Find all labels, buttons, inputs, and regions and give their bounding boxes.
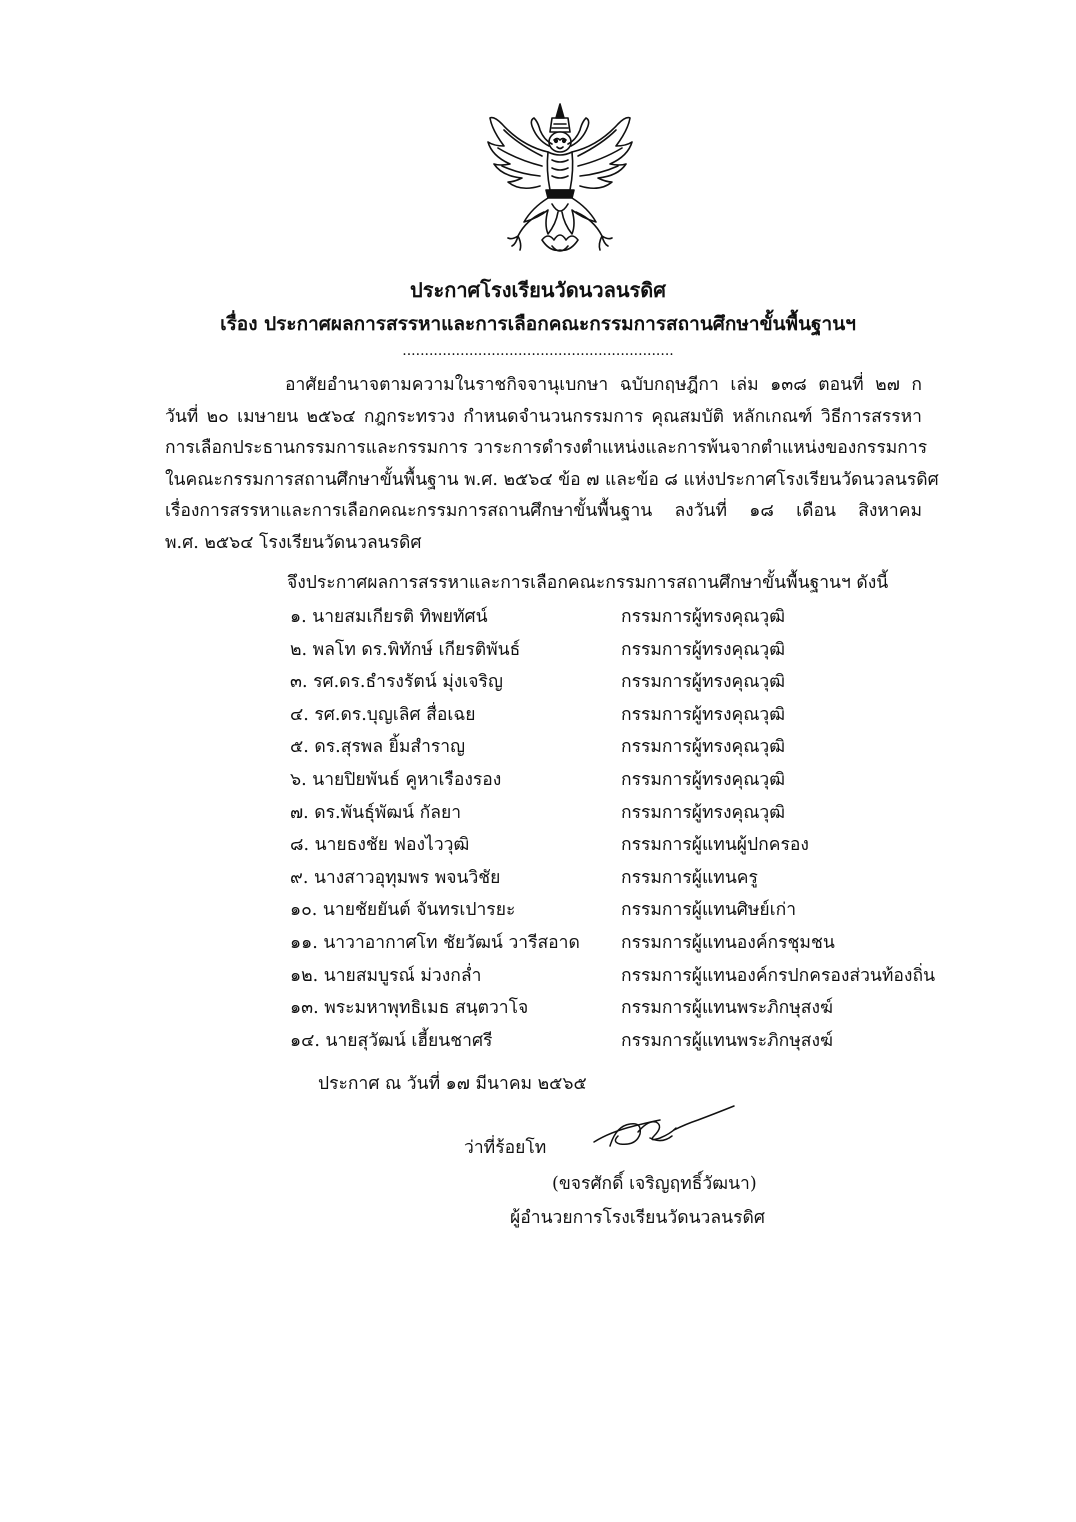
member-row: [290, 732, 980, 765]
member-name: ๒. พลโท ดร.พิทักษ์ เกียรติพันธ์: [290, 639, 521, 660]
signer-title: ผู้อำนวยการโรงเรียนวัดนวลนรดิศ: [510, 1208, 765, 1228]
member-row: [290, 635, 980, 668]
member-row: [290, 667, 980, 700]
member-role: กรรมการผู้แทนศิษย์เก่า: [621, 900, 797, 921]
member-name: ๗. ดร.พันธุ์พัฒน์ กัลยา: [290, 802, 462, 823]
member-row: [290, 928, 980, 961]
member-role: กรรมการผู้แทนผู้ปกครอง: [621, 835, 809, 856]
body-line: อาศัยอำนาจตามความในราชกิจจานุเบกษา ฉบับกฤษฎีกา เล่ม ๑๓๘ ตอนที่ ๒๗ ก: [285, 375, 922, 395]
body-line: พ.ศ. ๒๕๖๔ โรงเรียนวัดนวลนรดิศ: [165, 532, 422, 553]
member-name: ๑๔. นายสุวัฒน์ เฮี้ยนชาศรี: [290, 1030, 493, 1051]
body-line: ในคณะกรรมการสถานศึกษาขั้นพื้นฐาน พ.ศ. ๒๕๖๔ ข้อ ๗ และข้อ ๘ แห่งประกาศโรงเรียนวัดนวลนรดิศ: [165, 469, 939, 490]
body-line: การเลือกประธานกรรมการและกรรมการ วาระการดำรงตำแหน่งและการพ้นจากตำแหน่งของกรรมการ: [165, 438, 928, 458]
member-name: ๙. นางสาวอุทุมพร พจนวิชัย: [290, 867, 501, 888]
body-line: วันที่ ๒๐ เมษายน ๒๕๖๔ กฎกระทรวง กำหนดจำนวนกรรมการ คุณสมบัติ หลักเกณฑ์ วิธีการสรรหา: [165, 406, 922, 427]
announcement-title: ประกาศโรงเรียนวัดนวลนรดิศ: [410, 278, 666, 302]
member-row: [290, 895, 980, 928]
handwritten-signature-icon: [590, 1102, 740, 1162]
member-name: ๓. รศ.ดร.ธำรงรัตน์ มุ่งเจริญ: [290, 672, 503, 693]
member-row: [290, 602, 980, 635]
member-role: กรรมการผู้ทรงคุณวุฒิ: [621, 737, 786, 758]
member-row: [290, 1026, 980, 1059]
title-separator: .............................................................: [402, 343, 674, 359]
member-row: [290, 700, 980, 733]
member-role: กรรมการผู้ทรงคุณวุฒิ: [621, 802, 786, 823]
announcement-subject: เรื่อง ประกาศผลการสรรหาและการเลือกคณะกรรมการสถานศึกษาขั้นพื้นฐานฯ: [220, 313, 856, 335]
garuda-emblem-icon: [482, 100, 638, 260]
member-row: [290, 961, 980, 994]
member-role: กรรมการผู้ทรงคุณวุฒิ: [621, 607, 786, 627]
member-role: กรรมการผู้ทรงคุณวุฒิ: [621, 704, 786, 725]
member-name: ๔. รศ.ดร.บุญเลิศ สื่อเฉย: [290, 704, 476, 725]
member-row: [290, 765, 980, 798]
body-paragraph: [165, 370, 939, 559]
member-name: ๑๒. นายสมบูรณ์ ม่วงกล่ำ: [290, 965, 482, 986]
signer-rank: ว่าที่ร้อยโท: [464, 1138, 547, 1158]
member-role: กรรมการผู้ทรงคุณวุฒิ: [621, 672, 786, 693]
member-role: กรรมการผู้แทนองค์กรชุมชน: [621, 932, 835, 953]
committee-member-list: [290, 602, 980, 1058]
member-role: กรรมการผู้แทนครู: [621, 867, 758, 888]
member-role: กรรมการผู้แทนพระภิกษุสงฆ์: [621, 1030, 833, 1051]
member-role: กรรมการผู้แทนพระภิกษุสงฆ์: [621, 998, 833, 1019]
member-role: กรรมการผู้แทนองค์กรปกครองส่วนท้องถิ่น: [621, 965, 936, 986]
member-role: กรรมการผู้ทรงคุณวุฒิ: [621, 639, 786, 660]
member-name: ๑. นายสมเกียรติ ทิพยทัศน์: [290, 607, 488, 627]
results-intro: จึงประกาศผลการสรรหาและการเลือกคณะกรรมการสถานศึกษาขั้นพื้นฐานฯ ดังนี้: [287, 573, 889, 593]
member-row: [290, 863, 980, 896]
signer-name: (ขจรศักดิ์ เจริญฤทธิ์วัฒนา): [552, 1174, 757, 1194]
member-name: ๖. นายปิยพันธ์ คูหาเรืองรอง: [290, 769, 502, 790]
member-row: [290, 830, 980, 863]
member-row: [290, 993, 980, 1026]
member-row: [290, 798, 980, 831]
member-name: ๘. นายธงชัย ฟองไววุฒิ: [290, 835, 470, 856]
member-name: ๑๐. นายชัยยันต์ จันทรเปารยะ: [290, 900, 516, 921]
member-role: กรรมการผู้ทรงคุณวุฒิ: [621, 769, 786, 790]
member-name: ๑๓. พระมหาพุทธิเมธ สนฺตวาโจ: [290, 998, 529, 1019]
body-line: เรื่องการสรรหาและการเลือกคณะกรรมการสถานศึกษาขั้นพื้นฐาน ลงวันที่ ๑๘ เดือน สิงหาคม: [165, 501, 922, 521]
member-name: ๑๑. นาวาอากาศโท ชัยวัฒน์ วารีสอาด: [290, 932, 580, 953]
announcement-date: ประกาศ ณ วันที่ ๑๗ มีนาคม ๒๕๖๕: [318, 1074, 587, 1094]
member-name: ๕. ดร.สุรพล ยิ้มสำราญ: [290, 737, 466, 758]
